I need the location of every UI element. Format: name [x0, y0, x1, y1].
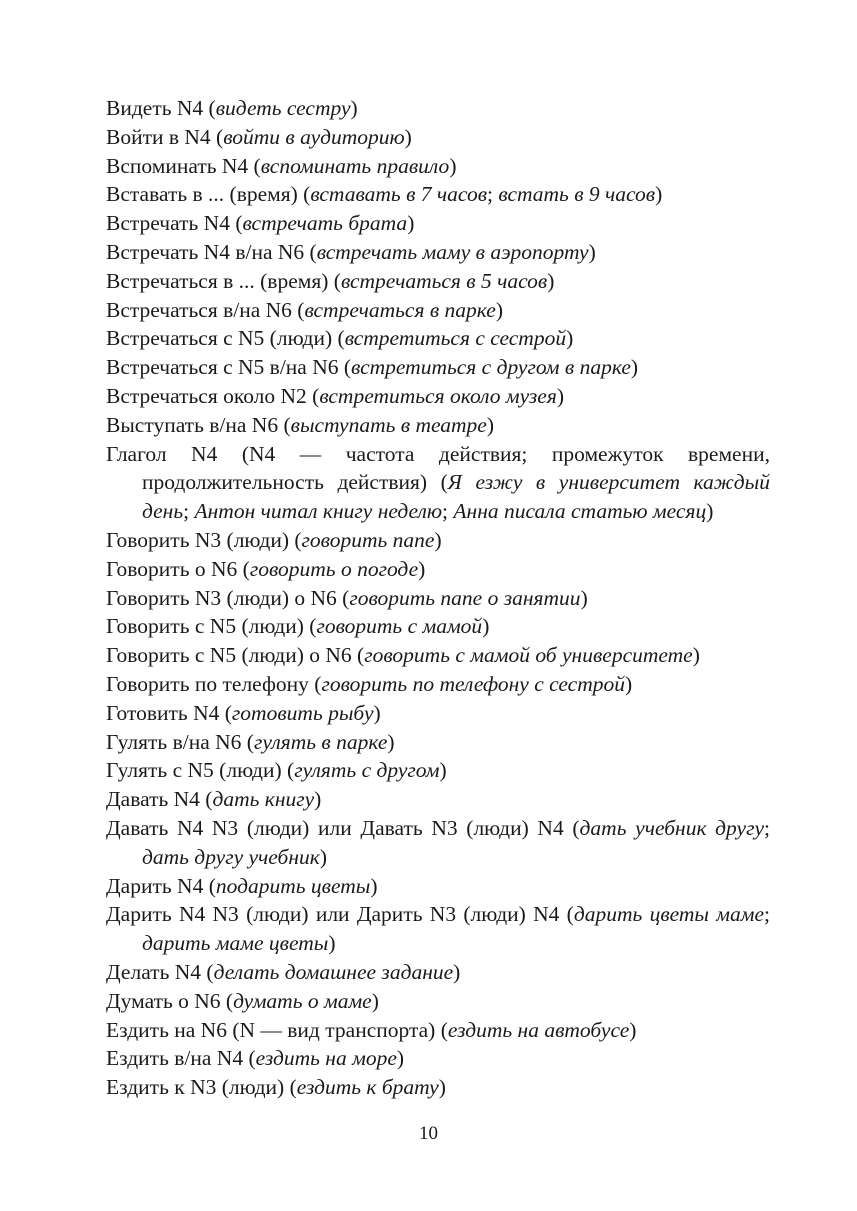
- verb-pattern: Встречаться в ... (время) (: [106, 268, 341, 293]
- usage-example: гулять с другом: [294, 758, 440, 783]
- punctuation: ): [629, 1017, 637, 1042]
- usage-example: Антон читал книгу неделю: [189, 499, 443, 524]
- usage-example: говорить папе о занятии: [349, 585, 581, 610]
- verb-entry: [106, 584, 770, 613]
- verb-pattern: Встречаться в/на N6 (: [106, 297, 305, 322]
- verb-pattern: Ездить на N6 (N — вид транспорта) (: [106, 1017, 448, 1042]
- verb-pattern: Дарить N4 (: [106, 873, 216, 898]
- verb-entry: [106, 267, 770, 296]
- usage-example: встретиться с сестрой: [344, 326, 567, 351]
- verb-pattern: Думать о N6 (: [106, 988, 234, 1013]
- punctuation: ): [350, 96, 358, 120]
- verb-pattern: Дарить N4 N3 (люди) или Дарить N3 (люди) N4 (: [106, 902, 574, 927]
- verb-pattern: Говорить по телефону (: [106, 671, 322, 696]
- verb-pattern: Глагол N4 (N4 — частота действия; промежуток времени, продолжительность действия) (: [106, 441, 770, 495]
- verb-entry: [106, 152, 770, 181]
- verb-entry-list: [106, 94, 770, 1102]
- verb-entry: [106, 1044, 770, 1073]
- usage-example: встречаться в 5 часов: [340, 268, 548, 293]
- usage-example: думать о маме: [233, 988, 372, 1013]
- punctuation: ): [655, 182, 663, 207]
- verb-pattern: Встречаться с N5 в/на N6 (: [106, 355, 352, 380]
- punctuation: ;: [183, 499, 190, 524]
- punctuation: ;: [442, 499, 449, 524]
- punctuation: ;: [764, 815, 770, 840]
- verb-pattern: Говорить с N5 (люди) (: [106, 614, 317, 639]
- usage-example: говорить с мамой: [316, 614, 483, 639]
- usage-example: дарить цветы маме: [573, 902, 765, 927]
- usage-example: ездить к брату: [296, 1075, 439, 1100]
- verb-entry: [106, 814, 770, 872]
- usage-example: встретиться около музея: [319, 383, 557, 408]
- punctuation: ): [396, 1046, 405, 1071]
- punctuation: ): [547, 268, 555, 293]
- usage-example: выступать в театре: [290, 412, 487, 437]
- usage-example: войти в аудиторию: [223, 124, 405, 149]
- verb-entry: [106, 94, 770, 123]
- usage-example: встречаться в парке: [304, 297, 496, 322]
- punctuation: ): [630, 355, 639, 380]
- usage-example: вспоминать правило: [260, 153, 450, 178]
- verb-pattern: Говорить о N6 (: [106, 556, 250, 581]
- punctuation: ): [387, 729, 395, 754]
- usage-example: вставать в 7 часов: [310, 182, 488, 207]
- verb-entry: [106, 756, 770, 785]
- punctuation: ): [588, 239, 596, 264]
- verb-pattern: Гулять в/на N6 (: [106, 729, 254, 754]
- verb-pattern: Встречаться с N5 (люди) (: [106, 326, 345, 351]
- verb-entry: [106, 699, 770, 728]
- verb-entry: [106, 440, 770, 526]
- usage-example: встретиться с другом в парке: [351, 355, 631, 380]
- verb-entry: [106, 670, 770, 699]
- verb-entry: [106, 209, 770, 238]
- punctuation: ): [486, 412, 495, 437]
- verb-pattern: Встречать N4 (: [106, 211, 243, 236]
- verb-entry: [106, 353, 770, 382]
- verb-pattern: Гулять с N5 (люди) (: [106, 758, 295, 783]
- punctuation: ): [370, 873, 378, 898]
- punctuation: ): [580, 585, 588, 610]
- verb-entry: [106, 238, 770, 267]
- verb-pattern: Вставать в ... (время) (: [106, 182, 311, 207]
- verb-pattern: Встречать N4 в/на N6 (: [106, 239, 317, 264]
- verb-entry: [106, 612, 770, 641]
- verb-pattern: Давать N4 N3 (люди) или Давать N3 (люди) N4 (: [106, 815, 580, 840]
- verb-entry: [106, 728, 770, 757]
- verb-pattern: Войти в N4 (: [106, 124, 224, 149]
- usage-example: встречать маму в аэропорту: [316, 239, 589, 264]
- punctuation: ): [407, 211, 415, 236]
- punctuation: ): [438, 1075, 446, 1100]
- verb-pattern: Ездить к N3 (люди) (: [106, 1075, 297, 1100]
- usage-example: говорить по телефону с сестрой: [321, 671, 625, 696]
- punctuation: ): [453, 959, 461, 984]
- punctuation: ): [556, 383, 565, 408]
- punctuation: ;: [764, 902, 771, 927]
- punctuation: ): [439, 758, 447, 783]
- usage-example: подарить цветы: [215, 873, 371, 898]
- punctuation: ): [319, 844, 328, 869]
- verb-pattern: Давать N4 (: [106, 787, 213, 812]
- usage-example: дарить маме цветы: [142, 931, 329, 956]
- usage-example: ездить на море: [255, 1046, 397, 1071]
- verb-pattern: Выступать в/на N6 (: [106, 412, 291, 437]
- verb-entry: [106, 382, 770, 411]
- verb-entry: [106, 1016, 770, 1045]
- verb-entry: [106, 900, 770, 958]
- punctuation: ;: [487, 182, 494, 207]
- usage-example: ездить на автобусе: [447, 1017, 630, 1042]
- punctuation: ): [566, 326, 574, 351]
- usage-example: Я езжу в университет каждый день: [142, 470, 770, 524]
- punctuation: ): [706, 499, 714, 524]
- verb-pattern: Говорить N3 (люди) (: [106, 527, 302, 552]
- verb-entry: [106, 1073, 770, 1102]
- verb-pattern: Ездить в/на N4 (: [106, 1046, 256, 1071]
- usage-example: встать в 9 часов: [493, 182, 656, 207]
- punctuation: ): [328, 931, 336, 956]
- punctuation: ): [692, 643, 700, 668]
- verb-pattern: Делать N4 (: [106, 959, 214, 984]
- verb-pattern: Говорить N3 (люди) о N6 (: [106, 585, 350, 610]
- usage-example: говорить с мамой об университете: [364, 643, 693, 668]
- verb-entry: [106, 958, 770, 987]
- usage-example: встречать брата: [242, 211, 408, 236]
- verb-pattern: Готовить N4 (: [106, 700, 232, 725]
- verb-entry: [106, 785, 770, 814]
- punctuation: ): [449, 153, 457, 178]
- verb-pattern: Видеть N4 (: [106, 96, 216, 120]
- punctuation: ): [624, 671, 633, 696]
- verb-pattern: Говорить с N5 (люди) о N6 (: [106, 643, 365, 668]
- punctuation: ): [495, 297, 504, 322]
- usage-example: дать учебник другу: [579, 815, 764, 840]
- punctuation: ): [404, 124, 412, 149]
- punctuation: ): [373, 700, 381, 725]
- punctuation: ): [371, 988, 379, 1013]
- verb-entry: [106, 641, 770, 670]
- verb-pattern: Вспоминать N4 (: [106, 153, 261, 178]
- verb-entry: [106, 180, 770, 209]
- usage-example: говорить папе: [301, 527, 435, 552]
- verb-entry: [106, 872, 770, 901]
- verb-pattern: Встречаться около N2 (: [106, 383, 320, 408]
- verb-entry: [106, 123, 770, 152]
- verb-entry: [106, 555, 770, 584]
- punctuation: ): [434, 527, 442, 552]
- verb-entry: [106, 526, 770, 555]
- verb-entry: [106, 324, 770, 353]
- usage-example: гулять в парке: [253, 729, 388, 754]
- verb-entry: [106, 987, 770, 1016]
- usage-example: дать книгу: [212, 787, 315, 812]
- usage-example: готовить рыбу: [231, 700, 374, 725]
- page-number: 10: [419, 1123, 438, 1144]
- usage-example: видеть сестру: [215, 96, 351, 120]
- usage-example: дать другу учебник: [142, 844, 320, 869]
- usage-example: говорить о погоде: [249, 556, 419, 581]
- verb-entry: [106, 411, 770, 440]
- punctuation: ): [314, 787, 322, 812]
- usage-example: делать домашнее задание: [213, 959, 454, 984]
- punctuation: ): [482, 614, 490, 639]
- usage-example: Анна писала статью месяц: [448, 499, 707, 524]
- punctuation: ): [418, 556, 426, 581]
- verb-entry: [106, 296, 770, 325]
